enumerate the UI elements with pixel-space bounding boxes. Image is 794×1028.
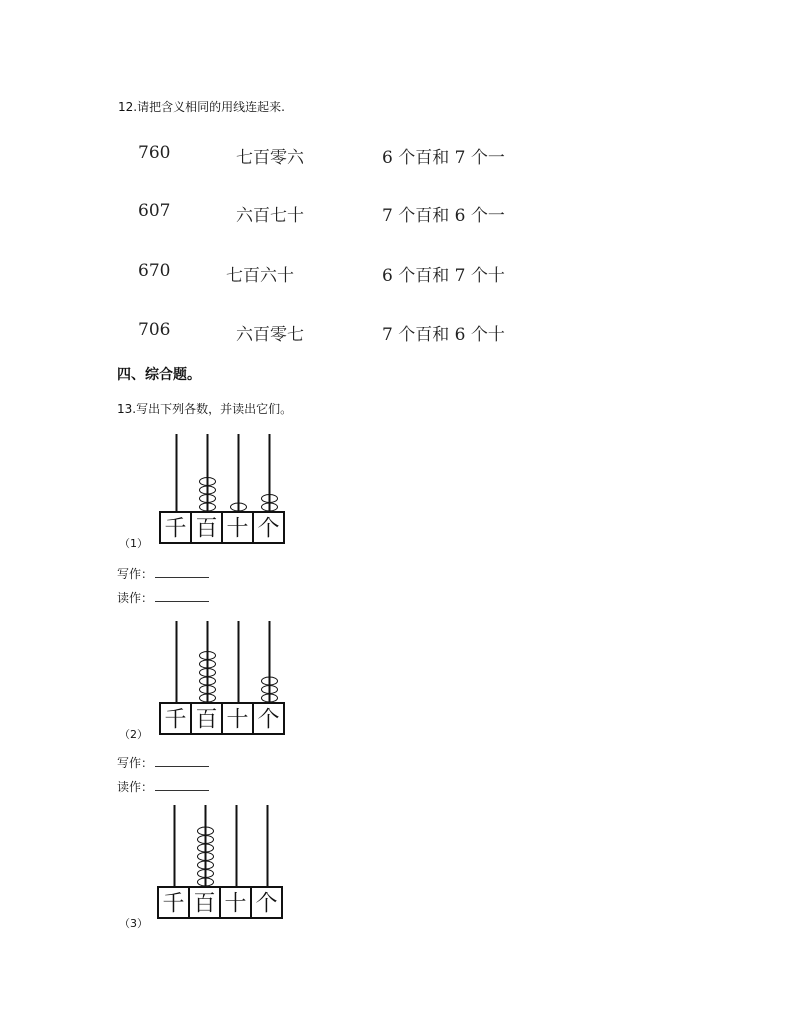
read-answer-blank-1[interactable] bbox=[155, 590, 209, 602]
abacus-place-label: 个 bbox=[257, 707, 280, 733]
match-number-2[interactable]: 607 bbox=[138, 201, 171, 221]
abacus-1 bbox=[150, 432, 290, 544]
abacus-place-label: 百 bbox=[193, 891, 216, 917]
q12-title: 12.请把含义相同的用线连起来. bbox=[118, 100, 285, 114]
abacus-place-label: 个 bbox=[257, 516, 280, 542]
abacus-place-label: 千 bbox=[164, 516, 187, 542]
write-answer-blank-2[interactable] bbox=[155, 755, 209, 767]
abacus-place-label: 百 bbox=[195, 516, 218, 542]
match-words-3[interactable]: 七百六十 bbox=[226, 266, 294, 286]
match-number-4[interactable]: 706 bbox=[138, 320, 171, 340]
write-label: 写作： bbox=[117, 756, 154, 770]
match-words-2[interactable]: 六百七十 bbox=[236, 206, 304, 226]
read-answer-blank-2[interactable] bbox=[155, 779, 209, 791]
abacus-1-label: （1） bbox=[119, 537, 148, 550]
abacus-place-label: 十 bbox=[226, 707, 249, 733]
abacus-3 bbox=[148, 803, 288, 919]
match-words-1[interactable]: 七百零六 bbox=[236, 148, 304, 168]
match-number-3[interactable]: 670 bbox=[138, 261, 171, 281]
abacus-place-label: 个 bbox=[255, 891, 278, 917]
read-label: 读作： bbox=[117, 591, 154, 605]
read-row-1 bbox=[117, 589, 209, 606]
write-row-1 bbox=[117, 565, 209, 582]
q13-title: 13.写出下列各数，并读出它们。 bbox=[117, 402, 293, 416]
write-answer-blank-1[interactable] bbox=[155, 566, 209, 578]
match-number-1[interactable]: 760 bbox=[138, 143, 171, 163]
match-units-1[interactable]: 6 个百和 7 个一 bbox=[382, 148, 505, 168]
abacus-place-label: 百 bbox=[195, 707, 218, 733]
abacus-2-label: （2） bbox=[119, 728, 148, 741]
write-label: 写作： bbox=[117, 567, 154, 581]
write-row-2 bbox=[117, 754, 209, 771]
abacus-2 bbox=[150, 619, 290, 735]
abacus-place-label: 十 bbox=[224, 891, 247, 917]
abacus-place-label: 十 bbox=[226, 516, 249, 542]
abacus-place-label: 千 bbox=[162, 891, 185, 917]
abacus-place-label: 千 bbox=[164, 707, 187, 733]
match-units-4[interactable]: 7 个百和 6 个十 bbox=[382, 325, 505, 345]
match-units-2[interactable]: 7 个百和 6 个一 bbox=[382, 206, 505, 226]
match-words-4[interactable]: 六百零七 bbox=[236, 325, 304, 345]
abacus-3-label: （3） bbox=[119, 917, 148, 930]
read-row-2 bbox=[117, 778, 209, 795]
read-label: 读作： bbox=[117, 780, 154, 794]
section-heading: 四、综合题。 bbox=[117, 367, 201, 383]
match-units-3[interactable]: 6 个百和 7 个十 bbox=[382, 266, 505, 286]
